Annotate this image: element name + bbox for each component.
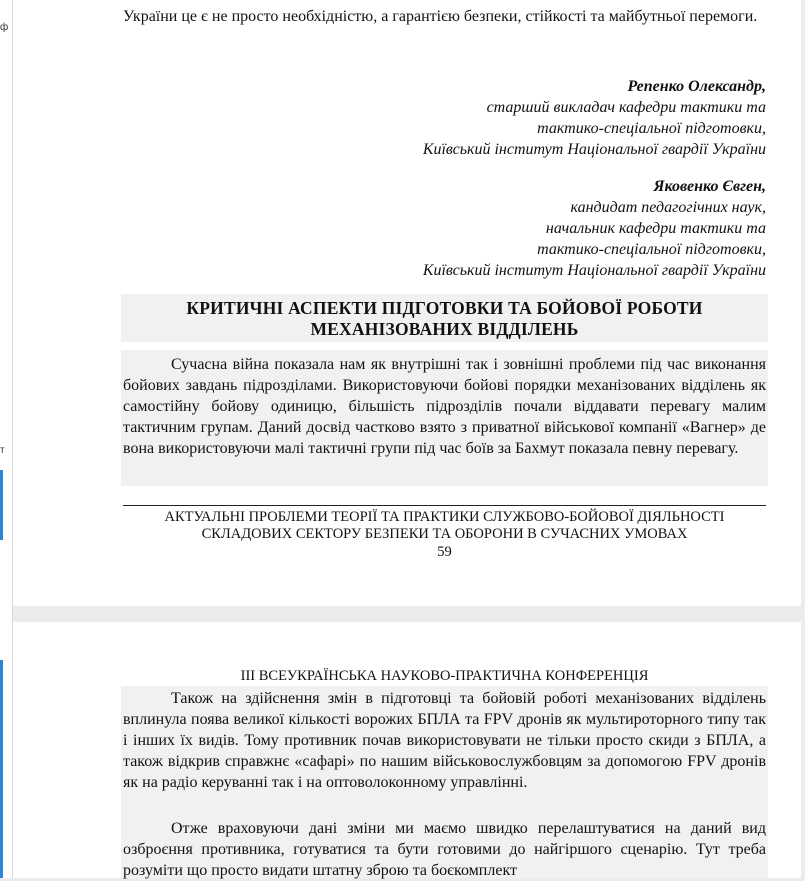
body-paragraph	[123, 688, 766, 793]
author-line: старший викладач кафедри тактики та	[486, 99, 766, 116]
viewer-side-mark: ф	[0, 22, 9, 33]
paragraph-text: Отже враховуючи дані зміни ми маємо швидко перелаштуватися на даний вид озброєння противника, готуватися та бути готовими до найгіршого сценарію. Тут треба розуміти що просто видати штатну зброю та боєкомплект	[123, 820, 766, 879]
running-footer	[123, 509, 766, 543]
document-page-59	[13, 0, 801, 606]
author-block-2	[423, 176, 766, 281]
author-name: Репенко Олександр,	[627, 78, 766, 95]
viewer-left-strip	[0, 0, 13, 878]
footer-divider	[123, 505, 766, 506]
viewer-side-indicator	[0, 470, 3, 540]
author-line: кандидат педагогічних наук,	[570, 199, 766, 216]
title-line: КРИТИЧНІ АСПЕКТИ ПІДГОТОВКИ ТА БОЙОВОЇ РОБОТИ	[186, 298, 703, 318]
viewer-side-mark: т	[0, 445, 5, 456]
body-paragraph	[123, 354, 766, 459]
document-page-60	[13, 622, 801, 878]
author-line: начальник кафедри тактики та	[545, 220, 766, 237]
paragraph-text: України це є не просто необхідністю, а гарантією безпеки, стійкості та майбутньої перемоги.	[123, 8, 758, 25]
intro-paragraph-tail	[123, 6, 766, 27]
viewer-side-indicator	[0, 660, 3, 878]
footer-line: АКТУАЛЬНІ ПРОБЛЕМИ ТЕОРІЇ ТА ПРАКТИКИ СЛУЖБОВО-БОЙОВОЇ ДІЯЛЬНОСТІ	[164, 509, 725, 525]
page-number: 59	[437, 544, 452, 560]
article-title	[123, 298, 766, 340]
author-line: тактико-спеціальної підготовки,	[537, 120, 766, 137]
paragraph-text: Також на здійснення змін в підготовці та бойовій роботі механізованих відділень вплинула поява великої кількості ворожих БПЛА та FPV дронів як мультироторного типу так і інших їх видів. Тому противник почав використовувати не тільки просто скиди з БПЛА, а також відкрив справжнє «сафарі» по нашим військовослужбовцям за допомогою FPV дронів як на радіо керуванні так і на оптоволоконному управлінні.	[123, 690, 766, 791]
author-line: Київський інститут Національної гвардії України	[422, 141, 766, 158]
conference-header: ІІІ ВСЕУКРАЇНСЬКА НАУКОВО-ПРАКТИЧНА КОНФЕРЕНЦІЯ	[240, 668, 649, 684]
author-block-1	[423, 76, 766, 160]
footer-line: СКЛАДОВИХ СЕКТОРУ БЕЗПЕКИ ТА ОБОРОНИ В СУЧАСНИХ УМОВАХ	[201, 526, 688, 542]
title-line: МЕХАНІЗОВАНИХ ВІДДІЛЕНЬ	[310, 319, 579, 339]
paragraph-text: Сучасна війна показала нам як внутрішні так і зовнішні проблеми під час виконання бойових завдань підрозділами. Використовуючи бойові порядки механізованих відділень як самостійну бойову одиницю, більшість підрозділів почали віддавати перевагу малим тактичним групам. Даний досвід частково взято з приватної військової компанії «Вагнер» де вона використовуючи малі тактичні групи під час боїв за Бахмут показала певну перевагу.	[123, 356, 766, 457]
author-line: тактико-спеціальної підготовки,	[537, 241, 766, 258]
author-name: Яковенко Євген,	[653, 178, 766, 195]
author-line: Київський інститут Національної гвардії України	[422, 262, 766, 279]
body-paragraph	[123, 818, 766, 881]
